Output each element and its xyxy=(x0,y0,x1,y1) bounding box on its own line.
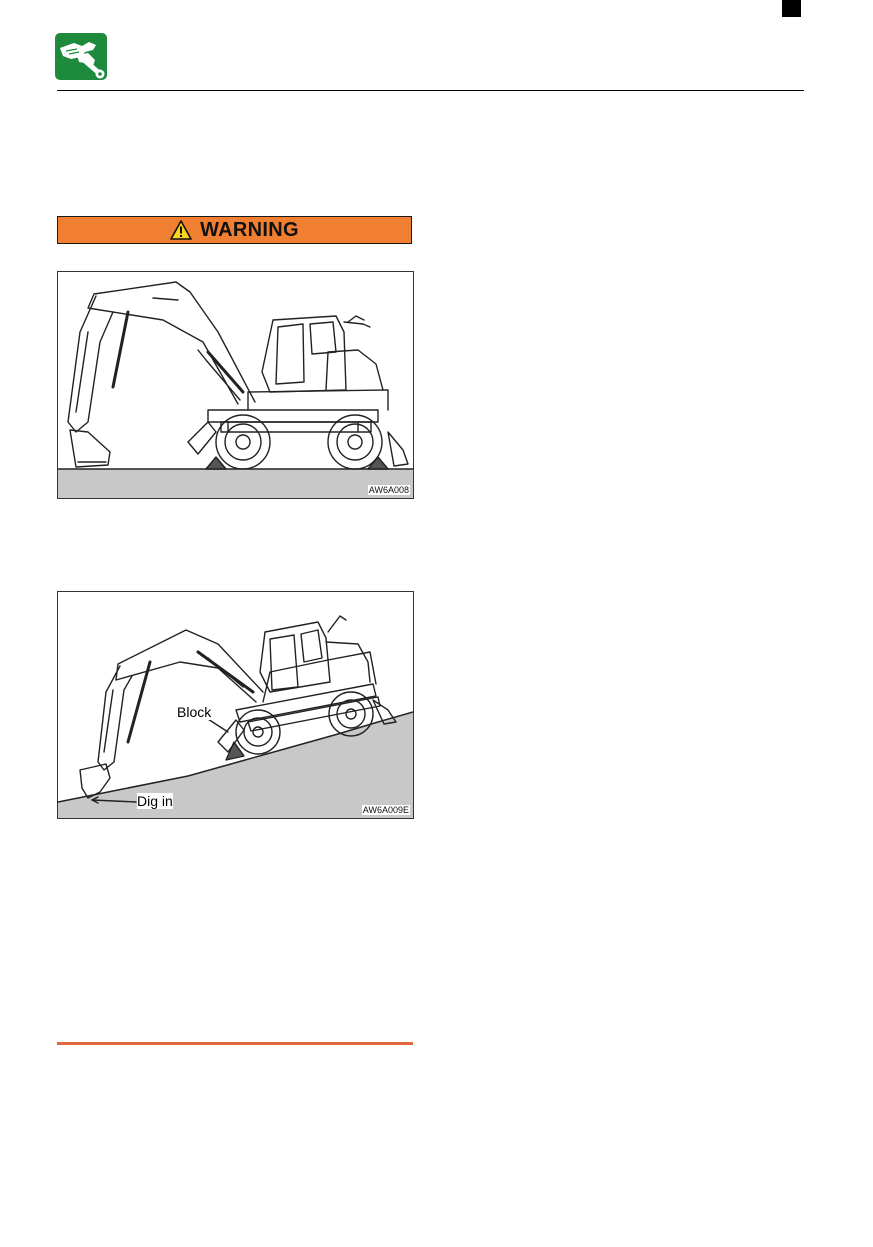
warning-triangle-icon xyxy=(170,220,192,240)
warning-label: WARNING xyxy=(200,218,299,241)
excavator-slope-illustration xyxy=(58,592,413,818)
callout-dig-in: Dig in xyxy=(137,793,173,809)
callout-block: Block xyxy=(177,704,212,720)
page-corner-marker xyxy=(782,0,801,17)
logo-badge xyxy=(55,33,107,80)
figure-code: AW6A008 xyxy=(368,485,409,495)
figure-slope xyxy=(57,591,414,819)
excavator-level-illustration xyxy=(58,272,413,498)
warning-banner xyxy=(57,216,412,244)
header-rule xyxy=(57,90,804,91)
figure-code: AW6A009E xyxy=(362,805,409,815)
figure-level-ground xyxy=(57,271,414,499)
section-divider xyxy=(57,1042,413,1045)
hand-wrench-icon xyxy=(55,33,107,80)
